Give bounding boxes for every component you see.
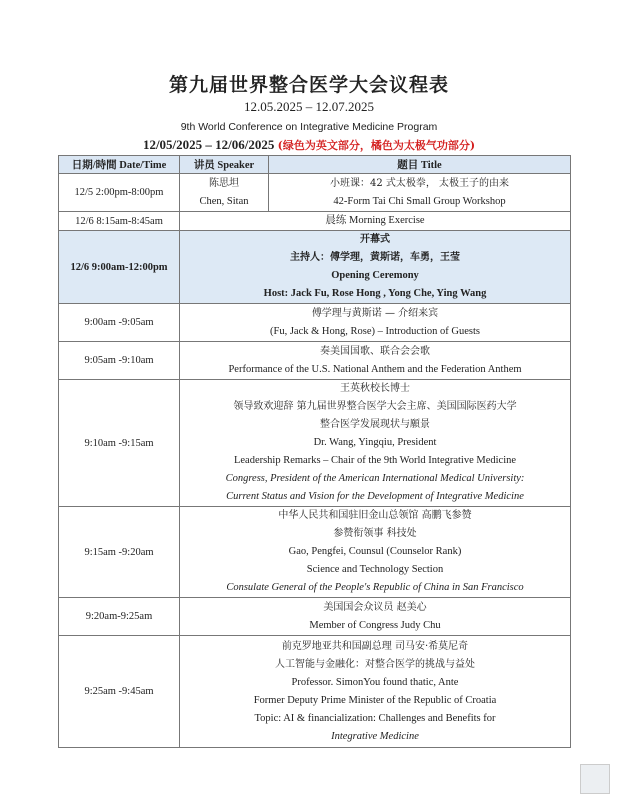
table-row [59,212,571,231]
row-title [180,304,571,342]
subtitle-dates: 12/05/2025 – 12/06/2025 [142,137,275,152]
row-time: 9:20am-9:25am [59,598,180,636]
title-line: 领导致欢迎辞 第九届世界整合医学大会主席、美国国际医药大学 [233,401,517,412]
color-legend-note: (绿色为英文部分，橘色为太极气功部分) [277,139,476,152]
title-line: (Fu, Jack & Hong, Rose) – Introduction of Guests [270,325,480,337]
row-title [180,342,571,380]
row-title [180,636,571,748]
table-row [59,636,571,748]
title-line: Member of Congress Judy Chu [309,619,441,631]
row-title [269,174,571,212]
title-line: Gao, Pengfei, Counsul (Counselor Rank) [288,546,462,557]
title-line: 晨练 Morning Exercise [325,215,425,226]
title-line: Current Status and Vision for the Development of Integrative Medicine [226,491,524,502]
title-line: 主持人：傅学理，黄斯诺，车勇，王莹 [290,252,460,263]
title-line: Consulate General of the People's Republic of China in San Francisco [226,582,524,593]
title-line: Professor. SimonYou found thatic, Ante [291,676,459,688]
table-row [59,380,571,507]
row-time: 12/5 2:00pm-8:00pm [59,174,180,212]
title-line: 小班课：42 式太极拳， 太极王子的由来 [329,177,510,189]
title-line: 参赞衔领事 科技处 [333,528,417,539]
title-line: Congress, President of the American International Medical University: [225,473,525,484]
corner-logo-icon [580,764,610,794]
english-title: 9th World Conference on Integrative Medicine Program [180,121,438,133]
row-time: 12/6 8:15am-8:45am [59,212,180,231]
title-line: Dr. Wang, Yingqiu, President [313,437,437,448]
title-line: Performance of the U.S. National Anthem and the Federation Anthem [228,363,522,375]
row-title [180,380,571,507]
row-time: 12/6 9:00am-12:00pm [59,231,180,304]
title-line: 美国国会众议员 赵美心 [323,601,427,613]
speaker-name-zh: 陈思坦 [209,177,239,189]
title-line: 42-Form Tai Chi Small Group Workshop [333,195,506,207]
table-row [59,598,571,636]
title-line: 王英秋校长博士 [340,383,410,394]
speaker-name-en: Chen, Sitan [199,195,249,207]
row-time: 9:05am -9:10am [59,342,180,380]
row-speaker [180,174,269,212]
title-line: 开幕式 [360,234,390,245]
table-row [59,304,571,342]
row-title [180,212,571,231]
row-time: 9:15am -9:20am [59,507,180,598]
title-line: Integrative Medicine [331,730,419,742]
title-line: Opening Ceremony [331,270,419,281]
table-row [59,174,571,212]
table-header-row [59,156,571,174]
title-line: Former Deputy Prime Minister of the Republic of Croatia [253,694,497,706]
day-subtitle [0,137,618,153]
table-row [59,342,571,380]
title-line: 整合医学发展现状与願景 [320,419,430,430]
row-time: 9:00am -9:05am [59,304,180,342]
header-speaker: 讲员 Speaker [180,156,269,174]
title-line: Host: Jack Fu, Rose Hong , Yong Che, Ying Wang [263,288,487,299]
title-line: 傅学理与黄斯诺 — 介绍来宾 [311,307,439,319]
header-title: 题目 Title [269,156,571,174]
title-line: 前克罗地亚共和国副总理 司马安·希莫尼奇 [281,640,469,652]
row-time: 9:10am -9:15am [59,380,180,507]
remarks-line: Leadership Remarks – Chair of the 9th World Integrative Medicine [233,455,517,466]
table-row [59,231,571,304]
title-line: 中华人民共和国驻旧金山总领馆 高鹏飞参赞 [278,510,472,521]
row-title [180,507,571,598]
table-row [59,507,571,598]
program-table [58,155,571,748]
title-line: Science and Technology Section [306,564,444,575]
title-line: 人工智能与金融化：对整合医学的挑战与益处 [275,658,475,670]
row-title [180,598,571,636]
header-date-time: 日期/時間 Date/Time [59,156,180,174]
title-line: 奏美国国歌、联合会会歌 [320,345,430,357]
title-line [184,452,566,470]
row-time: 9:25am -9:45am [59,636,180,748]
conference-dates: 12.05.2025 – 12.07.2025 [244,99,374,114]
title-line: Topic: AI & financialization: Challenges and Benefits for [254,712,496,724]
row-title [180,231,571,304]
document-title: 第九届世界整合医学大会议程表 [168,74,449,96]
